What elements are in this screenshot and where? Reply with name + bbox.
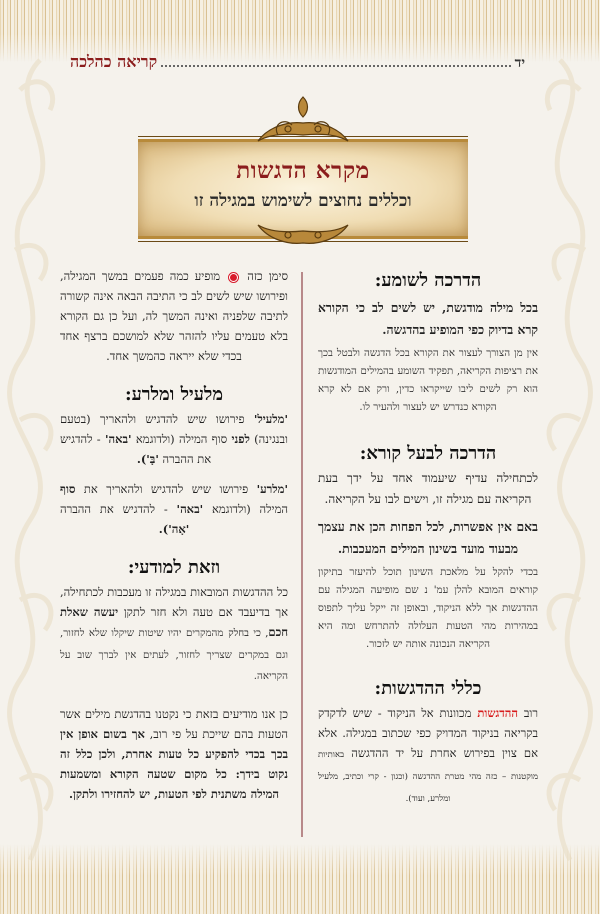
milel-paragraph [60,409,288,469]
ornament-bottom-icon [248,221,358,255]
body-paragraph [60,582,288,686]
intro-paragraph [60,266,288,366]
running-header [70,52,525,72]
banner-title: מקרא הדגשות [236,157,370,184]
small-paragraph: אין מן הצורך לעצור את הקורא בכל הדגשה ולבטל בכך את רציפות הקריאה, תפקיד השומע בהמילים המודגשות הוא רק לשים ליבו שייקראו כדין, ורק אם לא קרא הקורא כנדרש יש לעצור ולהעיר לו. [318,348,538,413]
banner-subtitle: וכללים נחוצים לשימוש במגילה זו [194,191,412,211]
example: 'באה' [104,432,132,446]
section-heading: הדרכה לבעל קורא: [359,443,497,464]
body-paragraph [318,703,538,809]
column-divider [301,272,303,837]
section-heading: הדרכה לשומע: [374,270,482,291]
right-column [318,266,538,809]
bold-text: לפני [231,432,250,446]
section-emphasis-rules [318,678,538,809]
section-disclaimer [60,704,288,804]
red-dot-marker-icon [229,273,238,282]
term: 'מלרע' [256,482,289,496]
body-paragraph: לכתחילה עדיף שיעמוד אחד על ידך בעת הקריאה עם מגילה זו, וישים לבו על הקריאה. [318,471,538,506]
section-heading: וזאת למודעי: [127,557,221,578]
tiny-note: באותיות מוקטנות – כזה מהי מטרת ההדגשה (וכגון - קרי וכתיב, מלעיל ומלרע, ועוד). [318,750,538,804]
section-notice [60,557,288,686]
body-paragraph [60,704,288,804]
text: פירושו שיש להדגיש ולהאריך את [83,482,249,496]
text: - להדגיש את ההברה [60,502,168,516]
lead-paragraph: בכל מילה מודגשת, יש לשים לב כי הקורא קרא בדיוק כפי המופיע בהדגשה. [318,300,538,337]
term: 'מלעיל' [253,412,288,426]
bold-text: אך בשום אופן אין בכך בכדי להפקיע כל טעות אחרת, ולכן כלל זה נקוט בידך: כל מקום שטעה הקורא ומשמעות המילה משתנית לפי הטעות, יש להחזירו ולתקן. [60,727,288,801]
section-heading: כללי ההדגשות: [374,678,482,699]
decorative-stripes-bottom [0,844,600,914]
section-reader-guidance [318,443,538,654]
text: סימן כזה [247,269,289,283]
text: כן אנו מודיעים בזאת כי נקטנו בהדגשת מילים אשר הטעות בהם שייכת על פי רוב, [60,707,288,741]
ornament-top-icon [248,95,358,147]
section-listener-guidance [318,270,538,417]
book-title: קריאה כהלכה [70,52,158,71]
text: פירושו שיש להדגיש ולהאריך (בטעם ובנגינה) [60,412,289,446]
section-milel-milra [60,384,288,539]
small-text: מהמקרים יהיו שיטות שיקלו שלא לחזור, וגם במקרים שצריך לחזור, לעתים אין לברך שוב על הקריאה. [60,628,288,682]
section-heading: מלעיל ומלרע: [124,384,224,405]
text: סוף המילה (ולדוגמא [135,432,228,446]
text: מכוונות אל הניקוד - שיש לדקדק בקריאה בניקוד המדויק כפי שכתוב במגילה. אלא אם צוין בפירוש אחרת על יד ההדגשה [318,706,538,760]
text: , כי בחלק [228,628,269,639]
bold-text: סוף [60,482,76,496]
highlight-text: ההדגשות [477,706,519,720]
leader-dots [161,55,510,67]
text: המילה (ולדוגמא [211,502,288,516]
example: 'באה' [176,502,204,516]
left-column [60,266,288,804]
syllable: 'אָה'). [158,522,190,536]
text: - להדגיש את ההברה [60,432,212,466]
title-banner [138,95,468,255]
lead-paragraph: באם אין אפשרות, לכל הפחות הכן את עצמך מבעוד מועד בשינון המילים המעכבות. [318,519,538,556]
syllable: 'בָּ'). [136,452,159,466]
text: מופיע כמה פעמים במשך המגילה, ופירושו שיש לשים לב כי התיבה הבאה אינה קשורה לתיבה שלפניה ואינה המשך לה, ועל כן גם הקורא בלא טעמים עליו להזהר שלא למושכם ברצף אחד בכדי שלא ייראה כהמשך אחד. [60,269,288,363]
page-number: יד [514,55,525,71]
milra-paragraph [60,479,288,539]
bold-text: יעשה שאלת חכם [60,605,288,639]
small-paragraph: בכדי להקל על מלאכת השינון תוכל להיעזר בתיקון קוראים המובא להלן עמ' נ שם מופיעה המגילה עם ההדגשות אך ללא הניקוד, ובאופן זה ייקל עליך לתפוס במהירות מהי הטעות העלולה להתרחש ומה היא הקריאה הנכונה אותה יש לזכור. [318,567,538,650]
text: כל ההדגשות המובאות במגילה זו מעכבות לכתחילה, אך בדיעבד אם טעה ולא חזר לתקן [60,585,288,619]
text: רוב [523,706,539,720]
